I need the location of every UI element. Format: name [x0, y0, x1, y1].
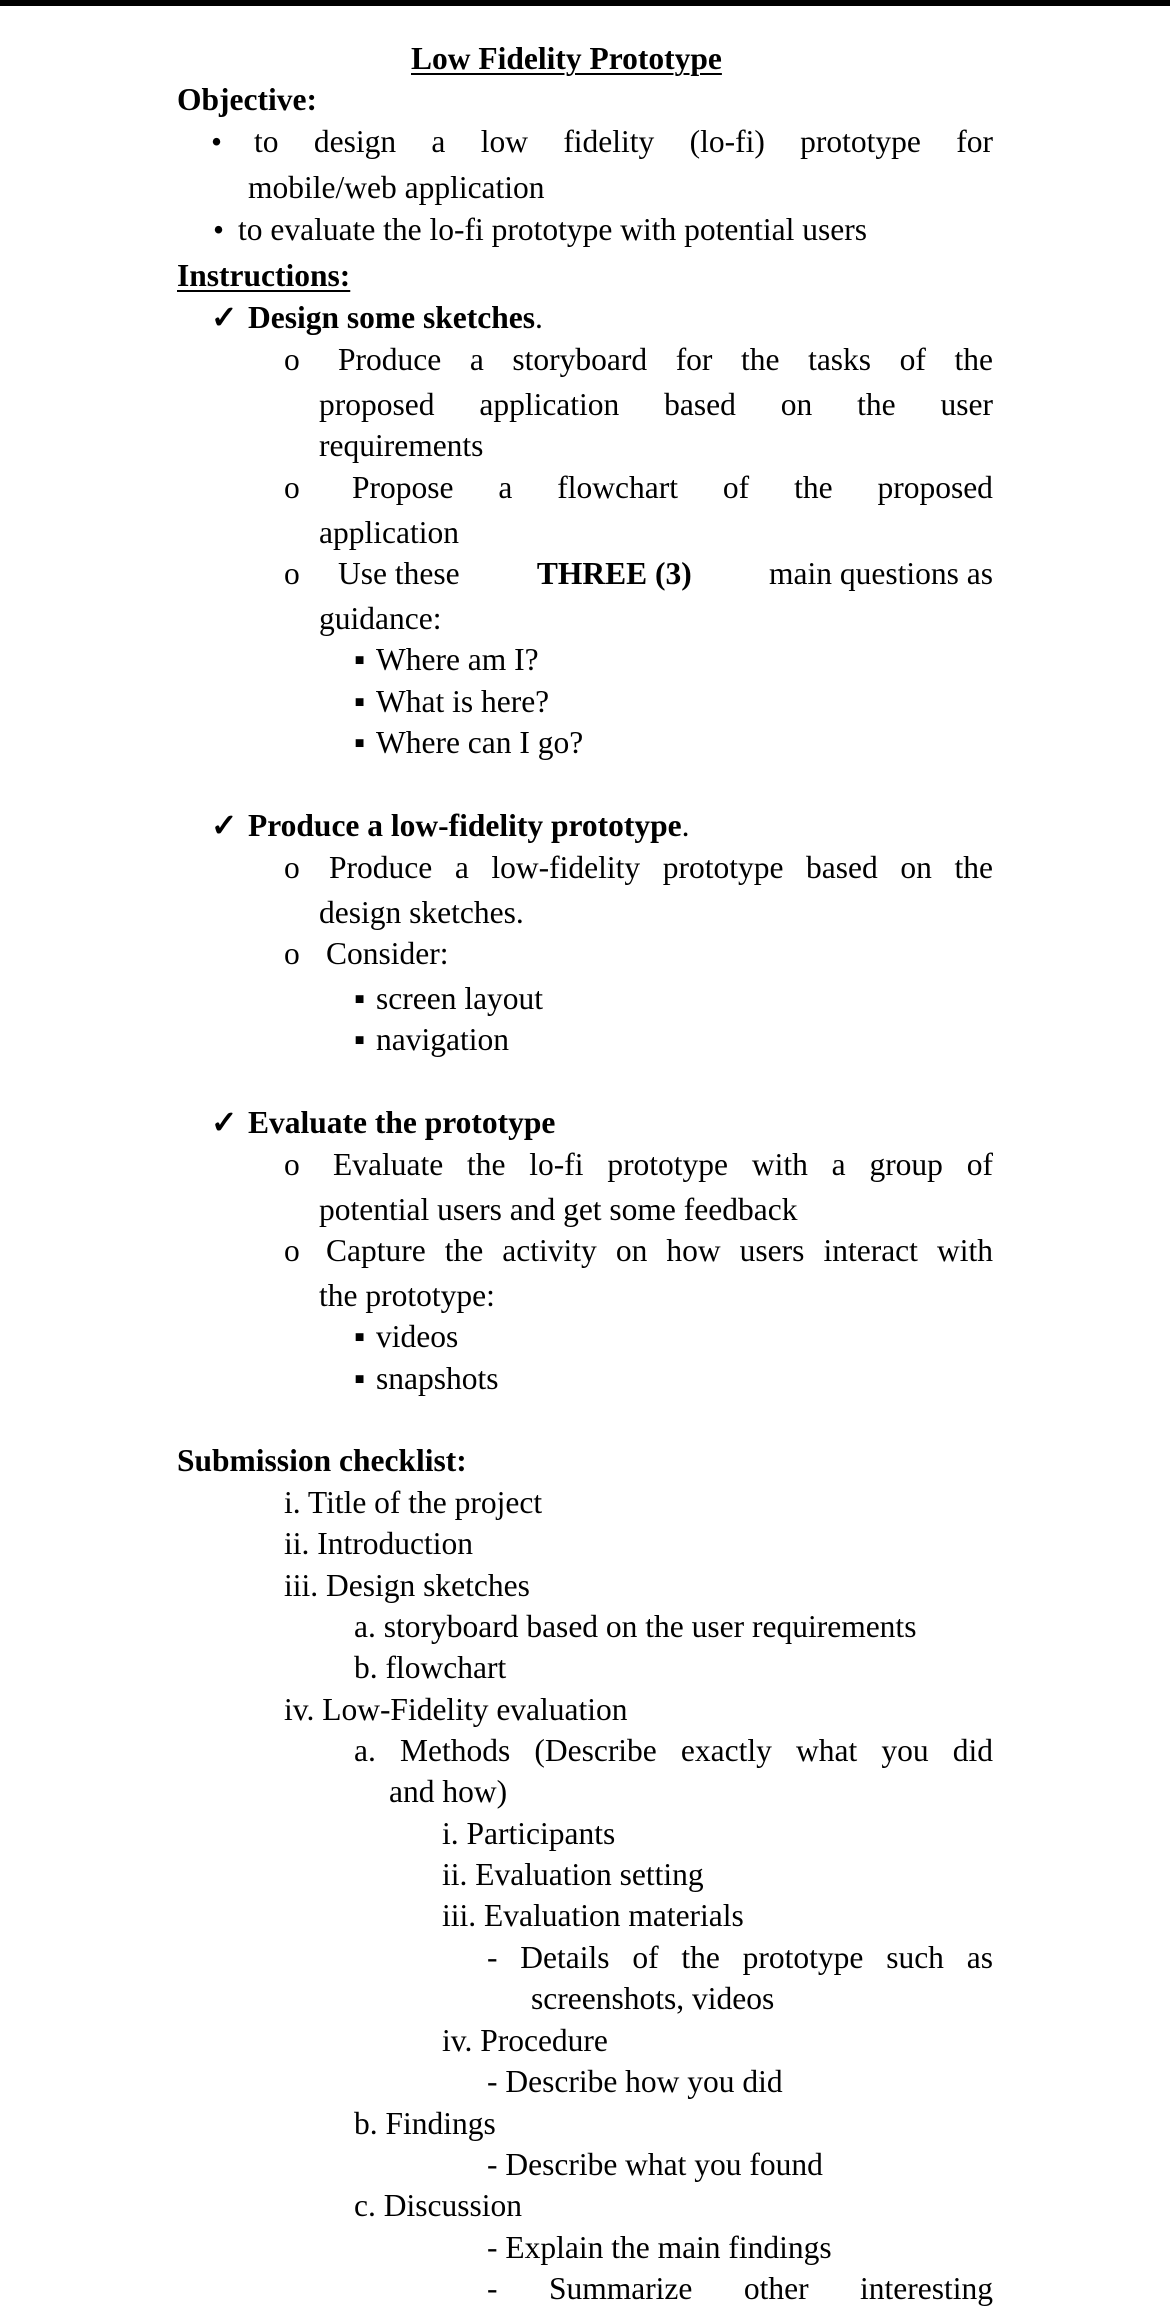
section-1-title-text: Design some sketches — [248, 300, 535, 335]
word: the — [794, 470, 833, 505]
square-bullet-icon: ▪ — [354, 642, 366, 677]
section-3-title: Evaluate the prototype — [248, 1105, 556, 1140]
square-bullet-icon: ▪ — [354, 1319, 366, 1354]
question-1: Where am I? — [376, 642, 539, 677]
word: Produce — [329, 850, 433, 885]
s3-b-line-2: the prototype: — [319, 1278, 495, 1313]
word: for — [675, 342, 713, 377]
checklist-item-i: i. Title of the project — [284, 1485, 543, 1520]
discussion-detail-2 — [487, 2273, 993, 2305]
word: tasks — [808, 342, 872, 377]
section-2-title-text: Produce a low-fidelity prototype — [248, 808, 682, 843]
findings-detail: - Describe what you found — [487, 2147, 823, 2182]
circle-bullet-icon: o — [284, 1233, 300, 1268]
word: - — [487, 2271, 498, 2306]
checklist-item-ii: ii. Introduction — [284, 1526, 473, 1561]
s1-c-pre: Use these — [338, 556, 460, 591]
s1-c-line-2: guidance: — [319, 601, 442, 636]
capture-item-1: videos — [376, 1319, 459, 1354]
word: you — [881, 1733, 929, 1768]
word: Propose — [352, 470, 454, 505]
square-bullet-icon: ▪ — [354, 725, 366, 760]
s1-c-line-1 — [338, 558, 993, 590]
method-item-iv-detail: - Describe how you did — [487, 2064, 783, 2099]
section-1-title — [248, 302, 543, 334]
discussion-detail-1: - Explain the main findings — [487, 2230, 832, 2265]
checklist-item-iv: iv. Low-Fidelity evaluation — [284, 1692, 628, 1727]
s1-b-line-2: application — [319, 515, 459, 550]
circle-bullet-icon: o — [284, 342, 300, 377]
word: of — [632, 1940, 659, 1975]
word: proposed — [877, 470, 993, 505]
check-icon: ✓ — [211, 1105, 238, 1140]
square-bullet-icon: ▪ — [354, 684, 366, 719]
page-title: Low Fidelity Prototype — [411, 41, 722, 76]
word: other — [743, 2271, 809, 2306]
word: Methods — [399, 1733, 511, 1768]
circle-bullet-icon: o — [284, 1147, 300, 1182]
checklist-item-iii-a: a. storyboard based on the user requirements — [354, 1609, 917, 1644]
consider-item-2: navigation — [376, 1022, 509, 1057]
word: the — [741, 342, 780, 377]
word: prototype — [662, 850, 784, 885]
word: the — [681, 1940, 720, 1975]
word: (Describe — [534, 1733, 657, 1768]
word: storyboard — [512, 342, 648, 377]
word: for — [956, 124, 993, 159]
word: lo-fi — [529, 1147, 584, 1182]
word: user — [940, 387, 993, 422]
word: what — [796, 1733, 858, 1768]
section-2-period: . — [681, 808, 690, 843]
question-2: What is here? — [376, 684, 550, 719]
word: on — [900, 850, 932, 885]
circle-bullet-icon: o — [284, 470, 300, 505]
word: interact — [823, 1233, 918, 1268]
word: Details — [520, 1940, 610, 1975]
word: with — [936, 1233, 993, 1268]
word: group — [869, 1147, 943, 1182]
method-item-iii: iii. Evaluation materials — [442, 1898, 744, 1933]
s1-b-line-1 — [352, 472, 993, 504]
word: did — [952, 1733, 993, 1768]
word: Summarize — [548, 2271, 693, 2306]
word: prototype — [607, 1147, 729, 1182]
objective-heading: Objective: — [177, 82, 317, 117]
square-bullet-icon: ▪ — [354, 981, 366, 1016]
word: application — [479, 387, 620, 422]
word: based — [806, 850, 878, 885]
word: proposed — [319, 387, 435, 422]
bullet-icon: • — [213, 212, 225, 247]
s1-a-line-1 — [338, 344, 993, 376]
word: the — [444, 1233, 484, 1268]
checklist-heading: Submission checklist: — [177, 1443, 467, 1478]
checklist-item-iii-b: b. flowchart — [354, 1650, 507, 1685]
check-icon: ✓ — [211, 808, 238, 843]
s1-a-line-3: requirements — [319, 428, 484, 463]
word: design — [313, 124, 397, 159]
word: of — [899, 342, 926, 377]
word: the — [857, 387, 896, 422]
word: a — [431, 124, 446, 159]
checklist-item-iv-b: b. Findings — [354, 2106, 496, 2141]
word: how — [666, 1233, 721, 1268]
word: as — [966, 1940, 993, 1975]
word: a — [469, 342, 484, 377]
word: a — [454, 850, 469, 885]
checklist-item-iv-a-line-1 — [354, 1735, 993, 1767]
instructions-heading: Instructions: — [177, 258, 351, 293]
word: of — [966, 1147, 993, 1182]
s3-b-line-1 — [326, 1235, 993, 1267]
word: Evaluate — [333, 1147, 444, 1182]
circle-bullet-icon: o — [284, 936, 300, 971]
word: low — [480, 124, 528, 159]
question-3: Where can I go? — [376, 725, 584, 760]
objective-item-1-line-2: mobile/web application — [248, 170, 545, 205]
s3-a-line-2: potential users and get some feedback — [319, 1192, 798, 1227]
method-item-ii: ii. Evaluation setting — [442, 1857, 704, 1892]
s2-b-line-1: Consider: — [326, 936, 449, 971]
word: interesting — [860, 2271, 993, 2306]
objective-item-2: to evaluate the lo-fi prototype with potential users — [238, 212, 867, 247]
word: a. — [354, 1733, 376, 1768]
s1-c-bold: THREE (3) — [536, 556, 692, 591]
word: users — [739, 1233, 805, 1268]
word: - — [487, 1940, 498, 1975]
word: the — [954, 850, 993, 885]
check-icon: ✓ — [211, 300, 238, 335]
word: flowchart — [557, 470, 678, 505]
circle-bullet-icon: o — [284, 556, 300, 591]
section-1-period: . — [534, 300, 543, 335]
word: on — [780, 387, 813, 422]
top-border — [0, 0, 1170, 6]
word: with — [751, 1147, 808, 1182]
word: of — [722, 470, 750, 505]
word: a — [831, 1147, 846, 1182]
word: such — [886, 1940, 944, 1975]
word: based — [664, 387, 736, 422]
word: fidelity — [563, 124, 655, 159]
method-item-iii-detail-line-2: screenshots, videos — [531, 1981, 775, 2016]
word: low-fidelity — [491, 850, 641, 885]
checklist-item-iv-a-line-2: and how) — [389, 1774, 508, 1809]
word: on — [615, 1233, 648, 1268]
method-item-i: i. Participants — [442, 1816, 616, 1851]
method-item-iii-detail-line-1 — [487, 1942, 993, 1974]
checklist-item-iv-c: c. Discussion — [354, 2188, 522, 2223]
word: (lo-fi) — [689, 124, 765, 159]
method-item-iv: iv. Procedure — [442, 2023, 608, 2058]
s2-a-line-1 — [329, 852, 993, 884]
square-bullet-icon: ▪ — [354, 1022, 366, 1057]
section-2-title — [248, 810, 690, 842]
word: prototype — [742, 1940, 864, 1975]
s3-a-line-1 — [333, 1149, 993, 1181]
word: a — [498, 470, 513, 505]
checklist-item-iii: iii. Design sketches — [284, 1568, 530, 1603]
s1-c-post: main questions as — [769, 556, 993, 591]
word: the — [954, 342, 993, 377]
circle-bullet-icon: o — [284, 850, 300, 885]
s1-a-line-2 — [319, 389, 993, 421]
word: to — [254, 124, 279, 159]
word: activity — [502, 1233, 597, 1268]
consider-item-1: screen layout — [376, 981, 544, 1016]
square-bullet-icon: ▪ — [354, 1361, 366, 1396]
word: Produce — [338, 342, 442, 377]
word: the — [467, 1147, 506, 1182]
bullet-icon: • — [211, 124, 223, 159]
word: prototype — [800, 124, 921, 159]
capture-item-2: snapshots — [376, 1361, 499, 1396]
word: Capture — [326, 1233, 426, 1268]
objective-item-1-line-1 — [254, 126, 993, 158]
word: exactly — [680, 1733, 772, 1768]
s2-a-line-2: design sketches. — [319, 895, 524, 930]
